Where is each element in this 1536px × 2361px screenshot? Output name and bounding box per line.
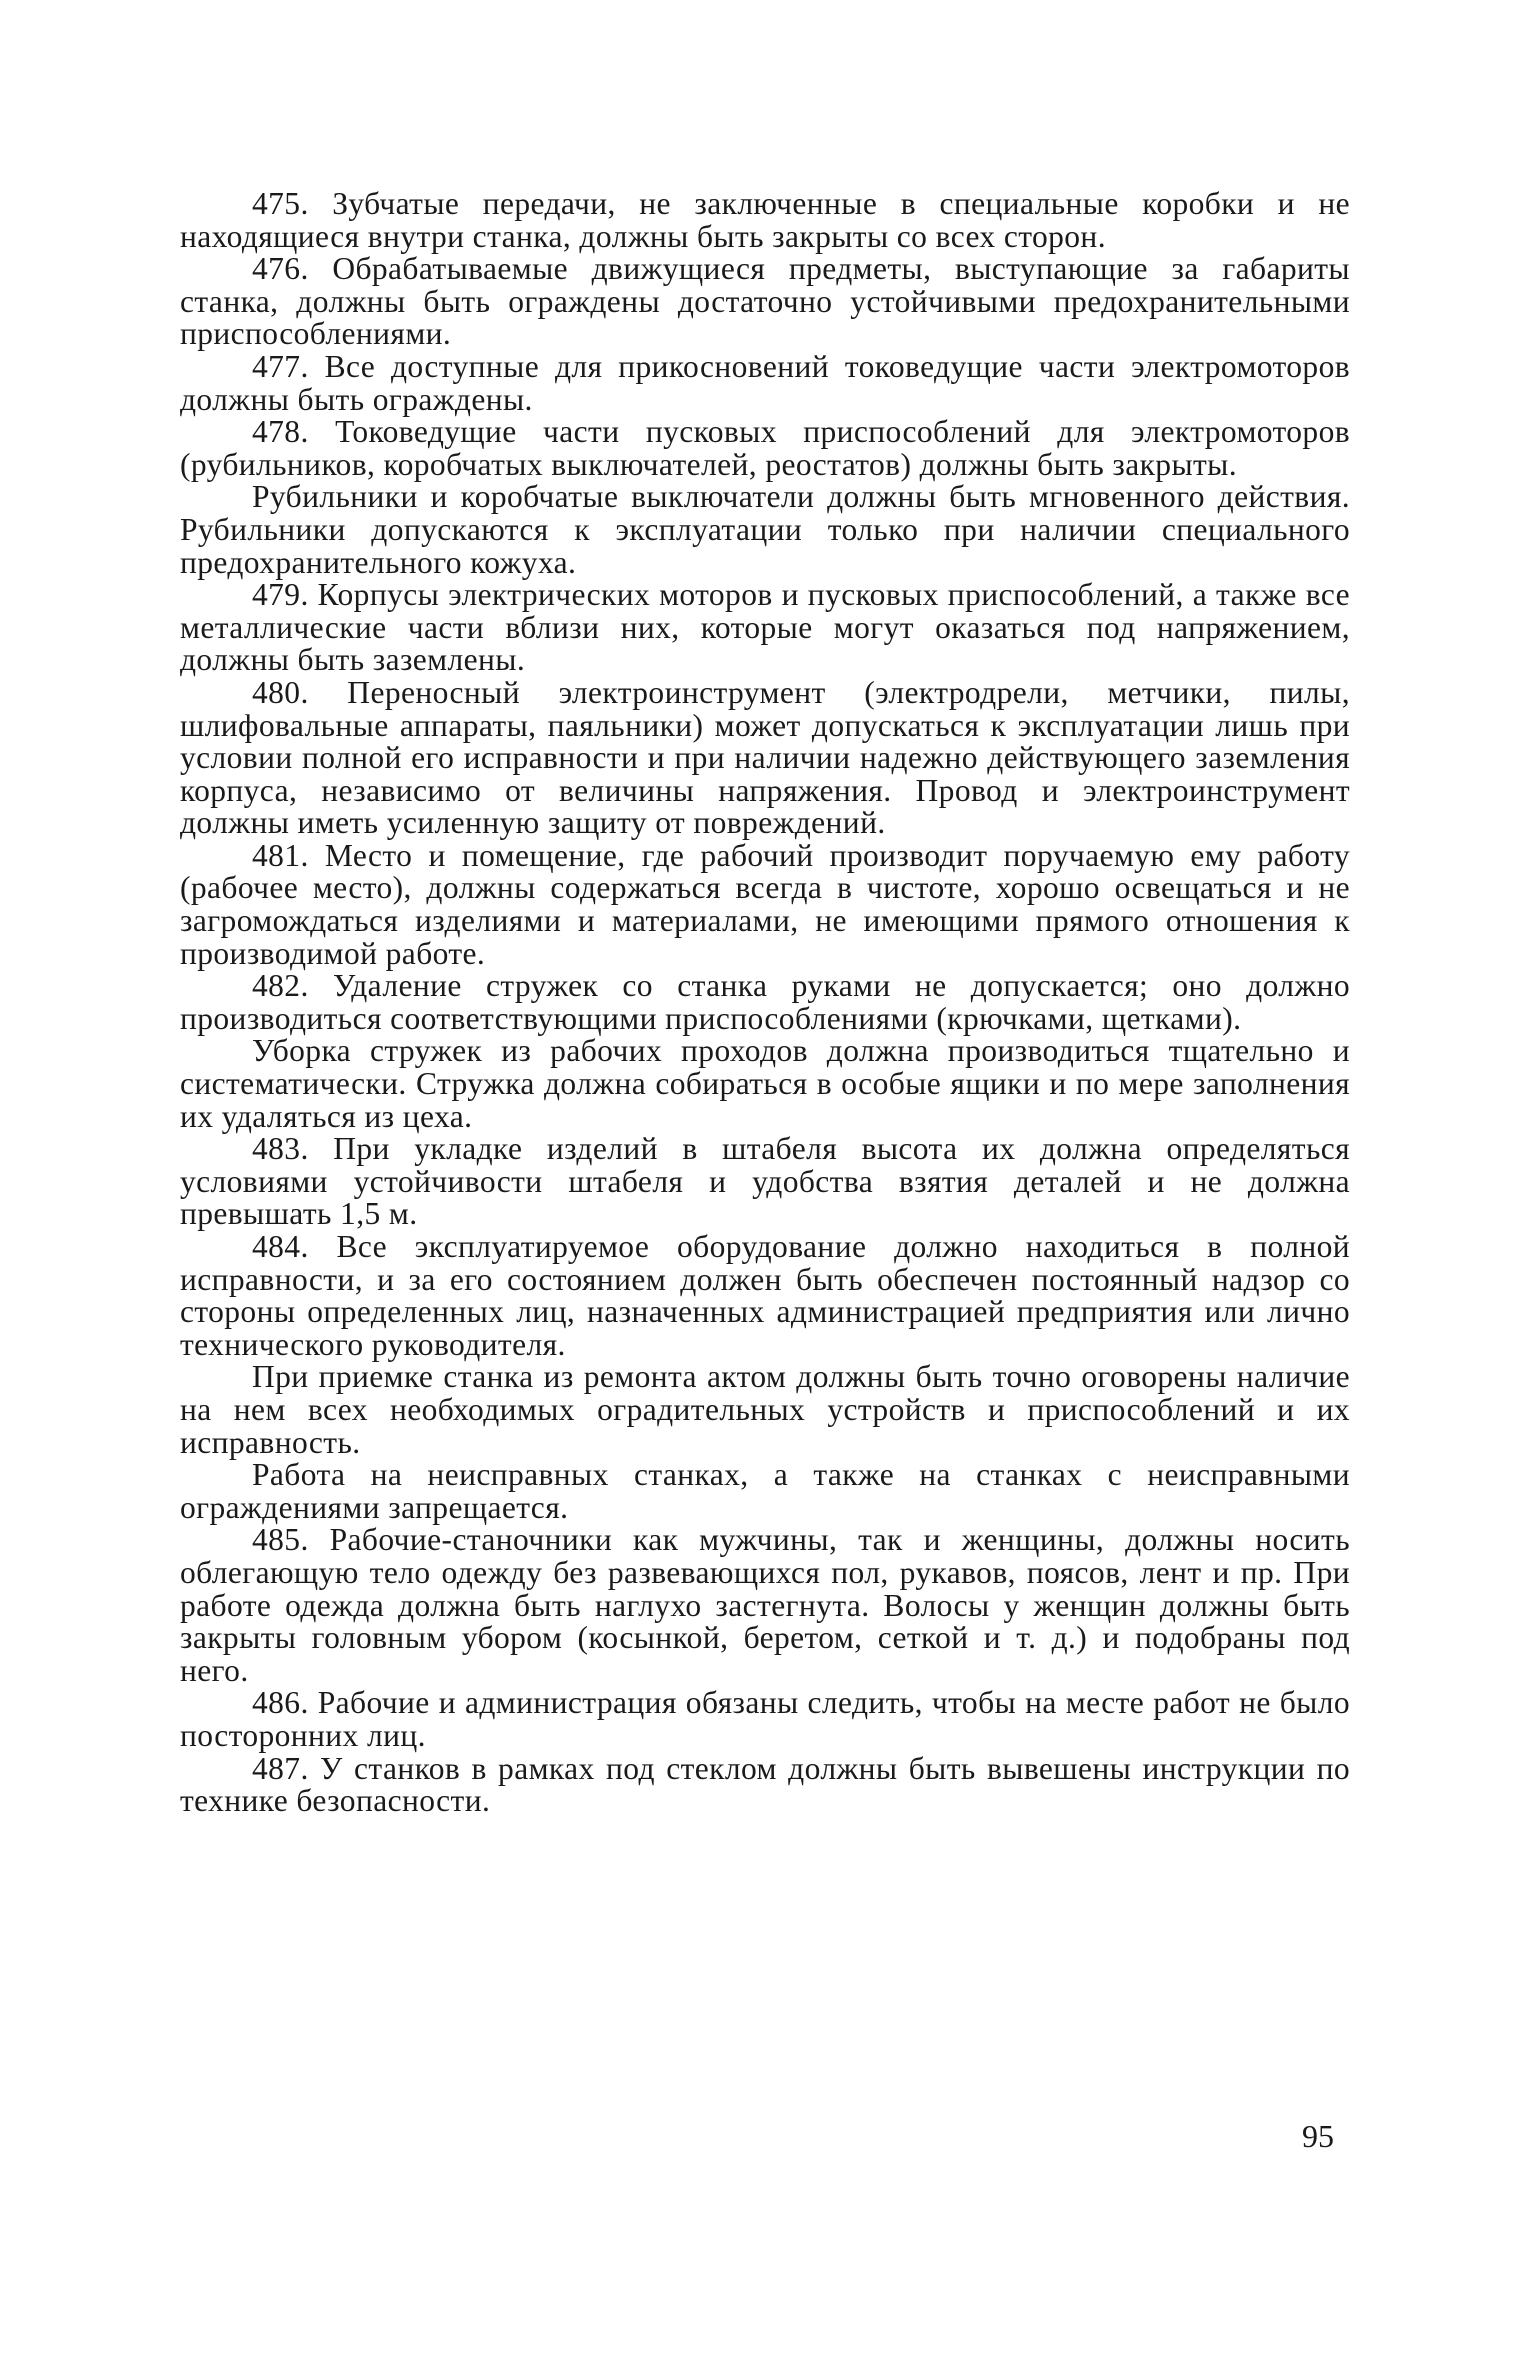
paragraph-479: 479. Корпусы электрических моторов и пусковых приспособлений, а также все металлические части вблизи них, которые могут оказаться под напряжением, должны быть заземлены. xyxy=(180,577,1350,678)
body-text xyxy=(180,188,1350,1818)
paragraph-481: 481. Место и помещение, где рабочий производит поручаемую ему работу (рабочее место), должны содержаться всегда в чистоте, хорошо освещаться и не загромождаться изделиями и материалами, не имеющими прямого отношения к производимой работе. xyxy=(180,837,1350,971)
paragraph-487: 487. У станков в рамках под стеклом должны быть вывешены инструкции по технике безопасности. xyxy=(180,1750,1350,1819)
paragraph-476: 476. Обрабатываемые движущиеся предметы, выступающие за габариты станка, должны быть ограждены достаточно устойчивыми предохранительными приспособлениями. xyxy=(180,251,1350,352)
paragraph-475: 475. Зубчатые передачи, не заключенные в специальные коробки и не находящиеся внутри станка, должны быть закрыты со всех сторон. xyxy=(180,186,1350,254)
paragraph-478: 478. Токоведущие части пусковых приспособлений для электромоторов (рубильников, коробчатых выключателей, реостатов) должны быть закрыты. xyxy=(180,414,1350,482)
paragraph-482-cont: Уборка стружек из рабочих проходов должна производиться тщательно и систематически. Стружка должна собираться в особые ящики и по мере заполнения их удаляться из цеха. xyxy=(180,1033,1350,1134)
paragraph-477: 477. Все доступные для прикосновений токоведущие части электромоторов должны быть ограждены. xyxy=(180,348,1350,417)
page-number: 95 xyxy=(1302,2118,1334,2154)
paragraph-486: 486. Рабочие и администрация обязаны следить, чтобы на месте работ не было посторонних лиц. xyxy=(180,1685,1350,1753)
paragraph-484: 484. Все эксплуатируемое оборудование должно находиться в полной исправности, и за его состоянием должен быть обеспечен постоянный надзор со стороны определенных лиц, назначенных администрацией предприятия или лично технического руководителя. xyxy=(180,1229,1350,1362)
paragraph-482: 482. Удаление стружек со станка руками не допускается; оно должно производиться соответствующими приспособлениями (крючками, щетками). xyxy=(180,968,1350,1036)
paragraph-478-cont: Рубильники и коробчатые выключатели должны быть мгновенного действия. Рубильники допускаются к эксплуатации только при наличии специального предохранительного кожуха. xyxy=(180,479,1350,580)
paragraph-485: 485. Рабочие-станочники как мужчины, так и женщины, должны носить облегающую тело одежду без развевающихся пол, рукавов, поясов, лент и пр. При работе одежда должна быть наглухо застегнута. Волосы у женщин должны быть закрыты головным убором (косынкой, беретом, сеткой и т. д.) и подобраны под него. xyxy=(180,1522,1350,1688)
paragraph-480: 480. Переносный электроинструмент (электродрели, метчики, пилы, шлифовальные аппараты, паяльники) может допускаться к эксплуатации лишь при условии полной его исправности и при наличии надежно действующего заземления корпуса, независимо от величины напряжения. Провод и электроинструмент должны иметь усиленную защиту от повреждений. xyxy=(180,674,1350,841)
paragraph-484-cont-2: Работа на неисправных станках, а также на станках с неисправными ограждениями запрещается. xyxy=(180,1457,1350,1525)
paragraph-484-cont-1: При приемке станка из ремонта актом должны быть точно оговорены наличие на нем всех необходимых оградительных устройств и приспособлений и их исправность. xyxy=(180,1359,1350,1460)
paragraph-483: 483. При укладке изделий в штабеля высота их должна определяться условиями устойчивости штабеля и удобства взятия деталей и не должна превышать 1,5 м. xyxy=(180,1131,1350,1232)
